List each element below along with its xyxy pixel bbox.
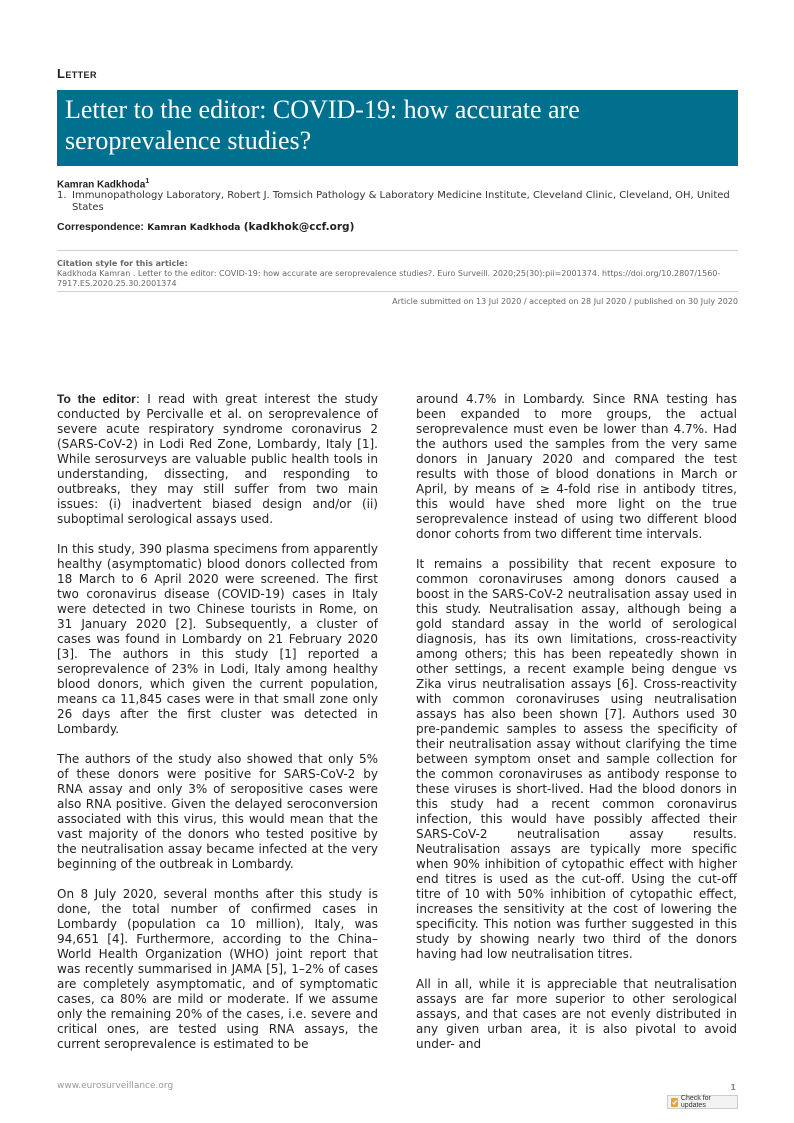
correspondence-email-link[interactable]: (kadkhok@ccf.org) bbox=[243, 221, 355, 233]
divider bbox=[57, 291, 738, 292]
correspondence-name: Kamran Kadkhoda bbox=[147, 223, 241, 233]
paragraph bbox=[57, 392, 378, 527]
body-column-left bbox=[57, 392, 378, 1067]
correspondence-label: Correspondence: bbox=[57, 221, 144, 233]
author-line bbox=[57, 178, 149, 190]
page-number: 1 bbox=[730, 1083, 736, 1092]
lead-in: To the editor bbox=[57, 392, 136, 406]
citation-block bbox=[57, 259, 738, 289]
divider bbox=[57, 250, 738, 251]
check-for-updates-label: Check for updates bbox=[680, 1095, 711, 1109]
submission-dates: Article submitted on 13 Jul 2020 / accepted on 28 Jul 2020 / published on 30 July 2020 bbox=[392, 297, 738, 306]
affiliation-text: Immunopathology Laboratory, Robert J. Tomsich Pathology & Laboratory Medicine Institute, Cleveland Clinic, Cleveland, OH, United States bbox=[72, 190, 730, 213]
paragraph: around 4.7% in Lombardy. Since RNA testing has been expanded to more groups, the actual seroprevalence must even be lower than 4.7%. Had the authors used the samples from the very same donors in January 2020 and compared the test results with those of blood donations in March or April, by means of ≥ 4-fold rise in antibody titres, this would have shed more light on the true seroprevalence instead of using two different blood donor cohorts from two different time intervals. bbox=[416, 392, 737, 541]
paragraph: On 8 July 2020, several months after this study is done, the total number of confirmed cases in Lombardy (population ca 10 million), Italy, was 94,651 [4]. Furthermore, according to the China–World Health Organization (WHO) joint report that was recently summarised in JAMA [5], 1–2% of cases are completely asymptomatic, and of symptomatic cases, ca 80% are mild or moderate. If we assume only the remaining 20% of the cases, i.e. severe and critical ones, are tested using RNA assays, the current seroprevalence is estimated to be bbox=[57, 887, 378, 1051]
bookmark-check-icon bbox=[671, 1098, 678, 1107]
title-banner bbox=[57, 90, 738, 166]
citation-label: Citation style for this article: bbox=[57, 259, 188, 268]
author-name: Kamran Kadkhoda bbox=[57, 179, 146, 191]
correspondence bbox=[57, 221, 354, 233]
check-for-updates-button[interactable] bbox=[667, 1095, 738, 1109]
article-title: Letter to the editor: COVID-19: how accurate are seroprevalence studies? bbox=[65, 95, 580, 155]
affiliation bbox=[57, 190, 737, 214]
paragraph-text: : I read with great interest the study conducted by Percivalle et al. on seroprevalence of severe acute respiratory syndrome coronavirus 2 (SARS-CoV-2) in Lodi Red Zone, Lombardy, Italy [1]. While serosurveys are valuable public health tools in understanding, dissecting, and responding to outbreaks, they may still suffer from two main issues: (i) inadvertent biased design and/or (ii) suboptimal serological assays used. bbox=[57, 392, 378, 526]
paragraph: In this study, 390 plasma specimens from apparently healthy (asymptomatic) blood donors collected from 18 March to 6 April 2020 were screened. The first two coronavirus disease (COVID-19) cases in Italy were detected in two Chinese tourists in Rome, on 31 January 2020 [2]. Subsequently, a cluster of cases was found in Lombardy on 21 February 2020 [3]. The authors in this study [1] reported a seroprevalence of 23% in Lodi, Italy among healthy blood donors, which given the current population, means ca 11,845 cases were in that small zone only 26 days after the first cluster was detected in Lombardy. bbox=[57, 542, 378, 736]
affiliation-number: 1. bbox=[57, 190, 67, 201]
body-column-right bbox=[416, 392, 737, 1067]
section-label: Letter bbox=[57, 66, 97, 81]
citation-text: Kadkhoda Kamran . Letter to the editor: COVID-19: how accurate are seroprevalence studies?. Euro Surveill. 2020;25(30):pii=2001374. https://doi.org/10.2807/1560-7917.ES.2020.25.30.2001374 bbox=[57, 269, 721, 288]
paragraph: All in all, while it is appreciable that neutralisation assays are far more superior to other serological assays, and that cases are not evenly distributed in any given urban area, it is also pivotal to avoid under- and bbox=[416, 977, 737, 1051]
paragraph: It remains a possibility that recent exposure to common coronaviruses among donors caused a boost in the SARS-CoV-2 neutralisation assay used in this study. Neutralisation assay, although being a gold standard assay in the world of serological diagnosis, has its own limitations, cross-reactivity among others; this has been repeatedly shown in other settings, a recent example being dengue vs Zika virus neutralisation assays [6]. Cross-reactivity with common coronaviruses using neutralisation assays has also been shown [7]. Authors used 30 pre-pandemic samples to assess the specificity of their neutralisation assay without clarifying the time between symptom onset and sample collection for the common coronaviruses as antibody response to these viruses is short-lived. Had the blood donors in this study had a recent common coronavirus infection, this would have possibly affected their SARS-CoV-2 neutralisation assay results. Neutralisation assays are typically more specific when 90% inhibition of cytopathic effect with higher end titres is used as the cut-off. Using the cut-off titre of 10 with 50% inhibition of cytopathic effect, increases the sensitivity at the cost of lowering the specificity. This notion was further suggested in this study by showing nearly two third of the donors having had low neutralisation titres. bbox=[416, 557, 737, 961]
footer-url-link[interactable]: www.eurosurveillance.org bbox=[57, 1081, 174, 1091]
author-affil-sup: 1 bbox=[145, 178, 150, 185]
paragraph: The authors of the study also showed that only 5% of these donors were positive for SARS-CoV-2 by RNA assay and only 3% of seropositive cases were also RNA positive. Given the delayed seroconversion associated with this virus, this would mean that the vast majority of the donors who tested positive by the neutralisation assay became infected at the very beginning of the outbreak in Lombardy. bbox=[57, 752, 378, 871]
